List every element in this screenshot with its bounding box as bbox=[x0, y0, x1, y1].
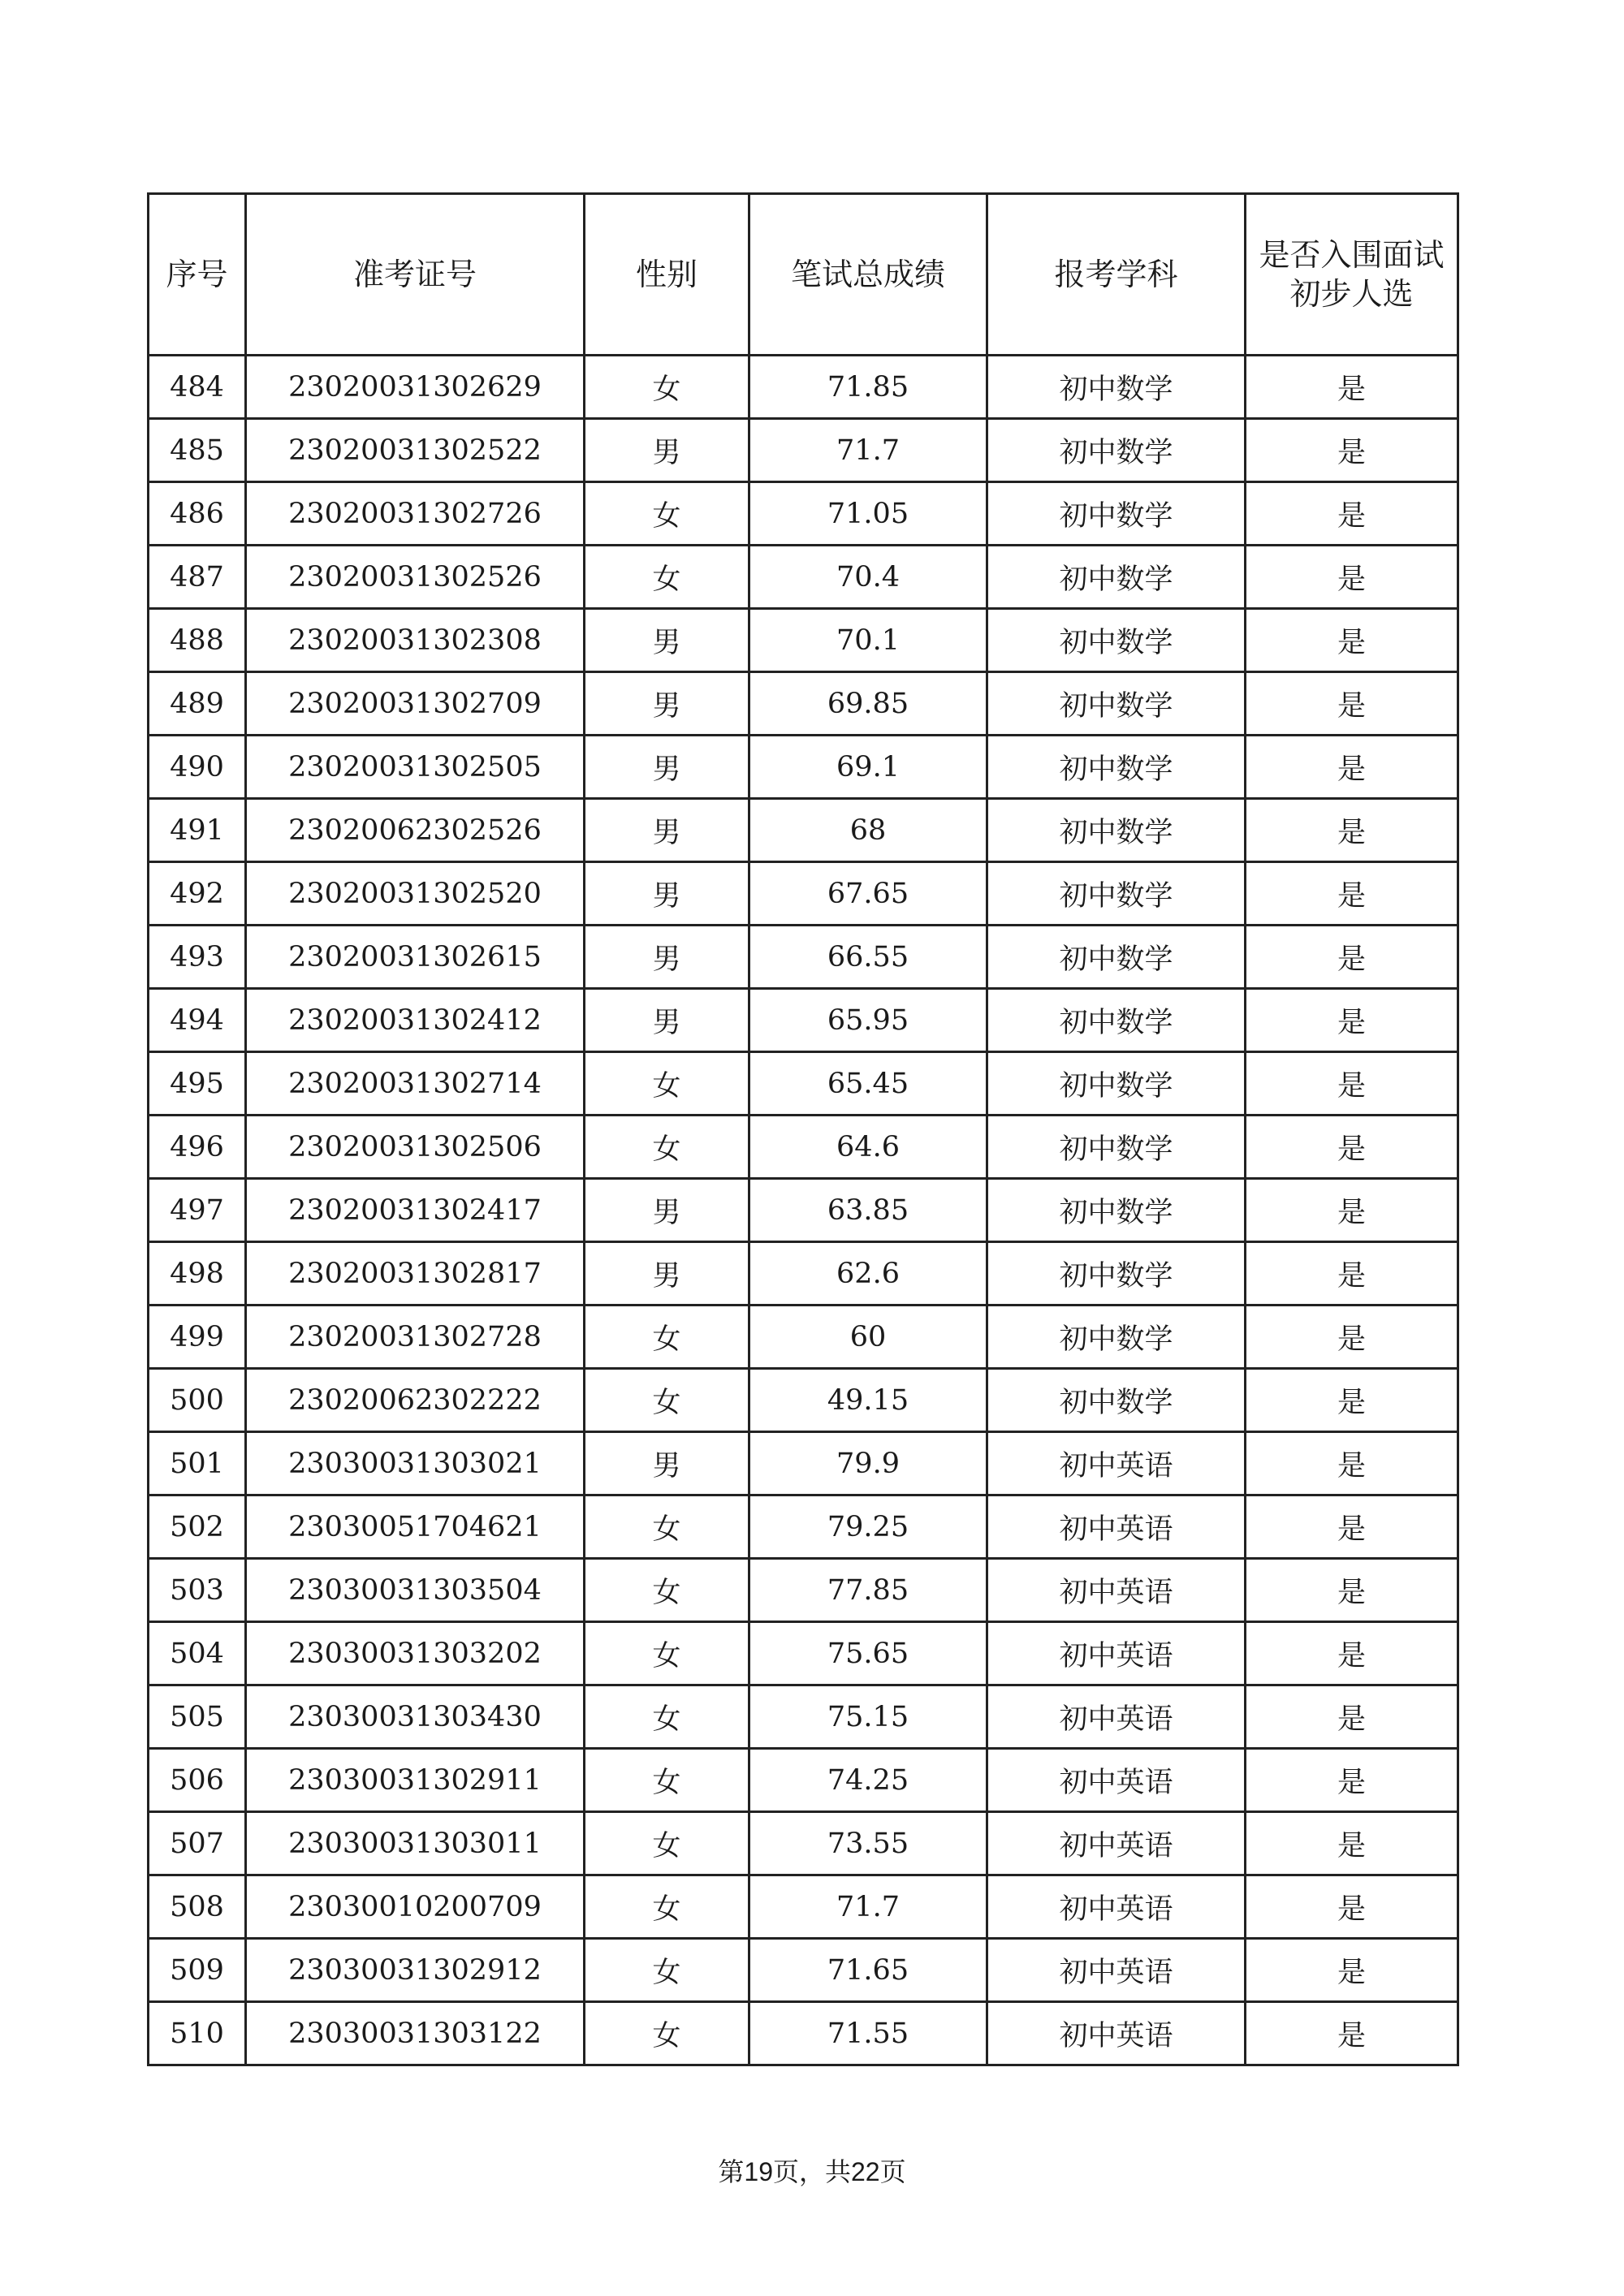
cell-shortlisted: 是 bbox=[1246, 609, 1458, 672]
cell-shortlisted: 是 bbox=[1246, 1622, 1458, 1685]
cell-exam-number: 23030031302912 bbox=[246, 1939, 585, 2002]
cell-gender: 男 bbox=[585, 862, 749, 926]
cell-shortlisted: 是 bbox=[1246, 356, 1458, 419]
cell-subject: 初中数学 bbox=[987, 926, 1246, 989]
cell-gender: 女 bbox=[585, 1306, 749, 1369]
cell-score: 66.55 bbox=[749, 926, 987, 989]
cell-score: 64.6 bbox=[749, 1116, 987, 1179]
cell-exam-number: 23020031302615 bbox=[246, 926, 585, 989]
cell-score: 75.65 bbox=[749, 1622, 987, 1685]
cell-seq: 498 bbox=[149, 1242, 246, 1306]
cell-subject: 初中英语 bbox=[987, 1559, 1246, 1622]
cell-seq: 484 bbox=[149, 356, 246, 419]
cell-exam-number: 23030051704621 bbox=[246, 1495, 585, 1559]
cell-score: 71.7 bbox=[749, 419, 987, 482]
cell-subject: 初中数学 bbox=[987, 1306, 1246, 1369]
cell-subject: 初中英语 bbox=[987, 1432, 1246, 1495]
cell-seq: 500 bbox=[149, 1369, 246, 1432]
cell-score: 60 bbox=[749, 1306, 987, 1369]
cell-subject: 初中数学 bbox=[987, 1369, 1246, 1432]
cell-score: 69.1 bbox=[749, 736, 987, 799]
cell-seq: 489 bbox=[149, 672, 246, 736]
cell-shortlisted: 是 bbox=[1246, 1685, 1458, 1749]
cell-subject: 初中数学 bbox=[987, 1116, 1246, 1179]
cell-shortlisted: 是 bbox=[1246, 1432, 1458, 1495]
cell-subject: 初中数学 bbox=[987, 356, 1246, 419]
cell-seq: 492 bbox=[149, 862, 246, 926]
cell-subject: 初中英语 bbox=[987, 1749, 1246, 1812]
cell-exam-number: 23020031302629 bbox=[246, 356, 585, 419]
header-seq: 序号 bbox=[149, 194, 246, 356]
cell-seq: 497 bbox=[149, 1179, 246, 1242]
cell-shortlisted: 是 bbox=[1246, 862, 1458, 926]
cell-exam-number: 23020031302714 bbox=[246, 1052, 585, 1116]
cell-exam-number: 23030031303504 bbox=[246, 1559, 585, 1622]
cell-seq: 504 bbox=[149, 1622, 246, 1685]
cell-score: 70.1 bbox=[749, 609, 987, 672]
cell-seq: 508 bbox=[149, 1875, 246, 1939]
cell-score: 74.25 bbox=[749, 1749, 987, 1812]
cell-subject: 初中数学 bbox=[987, 1052, 1246, 1116]
cell-gender: 男 bbox=[585, 609, 749, 672]
footer-page-number: 19 bbox=[744, 2157, 773, 2186]
cell-exam-number: 23020031302417 bbox=[246, 1179, 585, 1242]
cell-exam-number: 23030031303011 bbox=[246, 1812, 585, 1875]
page-footer bbox=[0, 2151, 1624, 2189]
cell-score: 62.6 bbox=[749, 1242, 987, 1306]
cell-exam-number: 23020031302522 bbox=[246, 419, 585, 482]
cell-gender: 女 bbox=[585, 482, 749, 546]
cell-shortlisted: 是 bbox=[1246, 1749, 1458, 1812]
cell-shortlisted: 是 bbox=[1246, 1495, 1458, 1559]
cell-seq: 505 bbox=[149, 1685, 246, 1749]
cell-seq: 499 bbox=[149, 1306, 246, 1369]
cell-exam-number: 23020031302817 bbox=[246, 1242, 585, 1306]
cell-seq: 485 bbox=[149, 419, 246, 482]
cell-seq: 503 bbox=[149, 1559, 246, 1622]
table-row bbox=[149, 546, 1458, 609]
table-row bbox=[149, 1242, 1458, 1306]
cell-gender: 女 bbox=[585, 1559, 749, 1622]
cell-gender: 男 bbox=[585, 989, 749, 1052]
cell-shortlisted: 是 bbox=[1246, 1116, 1458, 1179]
cell-gender: 女 bbox=[585, 2002, 749, 2065]
cell-gender: 女 bbox=[585, 1116, 749, 1179]
cell-score: 77.85 bbox=[749, 1559, 987, 1622]
cell-exam-number: 23030031303122 bbox=[246, 2002, 585, 2065]
cell-score: 71.65 bbox=[749, 1939, 987, 2002]
cell-exam-number: 23020062302526 bbox=[246, 799, 585, 862]
cell-seq: 494 bbox=[149, 989, 246, 1052]
cell-subject: 初中数学 bbox=[987, 672, 1246, 736]
table-row bbox=[149, 419, 1458, 482]
footer-prefix: 第 bbox=[718, 2156, 745, 2187]
header-exam-number: 准考证号 bbox=[246, 194, 585, 356]
cell-seq: 487 bbox=[149, 546, 246, 609]
table-row bbox=[149, 1369, 1458, 1432]
cell-subject: 初中数学 bbox=[987, 419, 1246, 482]
cell-gender: 女 bbox=[585, 356, 749, 419]
cell-subject: 初中数学 bbox=[987, 482, 1246, 546]
cell-subject: 初中英语 bbox=[987, 1495, 1246, 1559]
cell-exam-number: 23030031302911 bbox=[246, 1749, 585, 1812]
cell-score: 70.4 bbox=[749, 546, 987, 609]
cell-shortlisted: 是 bbox=[1246, 1812, 1458, 1875]
footer-middle: 页，共 bbox=[772, 2156, 851, 2187]
cell-subject: 初中数学 bbox=[987, 1242, 1246, 1306]
table-row bbox=[149, 1432, 1458, 1495]
table-row bbox=[149, 672, 1458, 736]
cell-score: 75.15 bbox=[749, 1685, 987, 1749]
table-row bbox=[149, 609, 1458, 672]
cell-seq: 493 bbox=[149, 926, 246, 989]
cell-seq: 488 bbox=[149, 609, 246, 672]
table-row bbox=[149, 356, 1458, 419]
cell-subject: 初中数学 bbox=[987, 1179, 1246, 1242]
cell-score: 71.05 bbox=[749, 482, 987, 546]
table-row bbox=[149, 1812, 1458, 1875]
cell-gender: 女 bbox=[585, 1622, 749, 1685]
cell-score: 65.45 bbox=[749, 1052, 987, 1116]
cell-subject: 初中数学 bbox=[987, 736, 1246, 799]
cell-exam-number: 23020031302709 bbox=[246, 672, 585, 736]
cell-seq: 507 bbox=[149, 1812, 246, 1875]
table-row bbox=[149, 2002, 1458, 2065]
footer-page-total: 22 bbox=[851, 2157, 880, 2186]
cell-subject: 初中英语 bbox=[987, 2002, 1246, 2065]
footer-suffix: 页 bbox=[879, 2156, 906, 2187]
cell-score: 73.55 bbox=[749, 1812, 987, 1875]
table-row bbox=[149, 1939, 1458, 2002]
cell-shortlisted: 是 bbox=[1246, 1242, 1458, 1306]
table-row bbox=[149, 1559, 1458, 1622]
cell-shortlisted: 是 bbox=[1246, 736, 1458, 799]
cell-subject: 初中英语 bbox=[987, 1622, 1246, 1685]
cell-shortlisted: 是 bbox=[1246, 2002, 1458, 2065]
cell-exam-number: 23020031302506 bbox=[246, 1116, 585, 1179]
cell-gender: 男 bbox=[585, 419, 749, 482]
cell-score: 71.55 bbox=[749, 2002, 987, 2065]
cell-exam-number: 23020031302728 bbox=[246, 1306, 585, 1369]
cell-exam-number: 23020031302505 bbox=[246, 736, 585, 799]
table-row bbox=[149, 799, 1458, 862]
cell-gender: 女 bbox=[585, 1812, 749, 1875]
cell-shortlisted: 是 bbox=[1246, 482, 1458, 546]
cell-score: 71.85 bbox=[749, 356, 987, 419]
cell-seq: 486 bbox=[149, 482, 246, 546]
table-row bbox=[149, 1179, 1458, 1242]
cell-subject: 初中英语 bbox=[987, 1812, 1246, 1875]
cell-seq: 510 bbox=[149, 2002, 246, 2065]
cell-subject: 初中数学 bbox=[987, 989, 1246, 1052]
cell-score: 79.9 bbox=[749, 1432, 987, 1495]
cell-score: 79.25 bbox=[749, 1495, 987, 1559]
cell-exam-number: 23020031302526 bbox=[246, 546, 585, 609]
cell-seq: 509 bbox=[149, 1939, 246, 2002]
cell-gender: 男 bbox=[585, 672, 749, 736]
cell-exam-number: 23020031302726 bbox=[246, 482, 585, 546]
cell-score: 63.85 bbox=[749, 1179, 987, 1242]
cell-shortlisted: 是 bbox=[1246, 1306, 1458, 1369]
cell-gender: 女 bbox=[585, 1875, 749, 1939]
cell-seq: 496 bbox=[149, 1116, 246, 1179]
table-row bbox=[149, 1052, 1458, 1116]
cell-gender: 女 bbox=[585, 1749, 749, 1812]
cell-shortlisted: 是 bbox=[1246, 926, 1458, 989]
cell-subject: 初中英语 bbox=[987, 1875, 1246, 1939]
cell-subject: 初中英语 bbox=[987, 1939, 1246, 2002]
cell-exam-number: 23020031302308 bbox=[246, 609, 585, 672]
cell-score: 49.15 bbox=[749, 1369, 987, 1432]
table-row bbox=[149, 1306, 1458, 1369]
cell-gender: 女 bbox=[585, 1685, 749, 1749]
cell-seq: 490 bbox=[149, 736, 246, 799]
cell-score: 68 bbox=[749, 799, 987, 862]
header-subject: 报考学科 bbox=[987, 194, 1246, 356]
cell-gender: 男 bbox=[585, 736, 749, 799]
table-row bbox=[149, 926, 1458, 989]
cell-seq: 506 bbox=[149, 1749, 246, 1812]
cell-gender: 女 bbox=[585, 1939, 749, 2002]
cell-exam-number: 23020031302412 bbox=[246, 989, 585, 1052]
cell-gender: 男 bbox=[585, 926, 749, 989]
table-row bbox=[149, 736, 1458, 799]
cell-shortlisted: 是 bbox=[1246, 1369, 1458, 1432]
table-row bbox=[149, 1116, 1458, 1179]
cell-seq: 495 bbox=[149, 1052, 246, 1116]
header-score: 笔试总成绩 bbox=[749, 194, 987, 356]
header-shortlisted-label: 是否入围面试初步人选 bbox=[1259, 237, 1445, 312]
cell-gender: 女 bbox=[585, 1495, 749, 1559]
cell-shortlisted: 是 bbox=[1246, 1179, 1458, 1242]
cell-subject: 初中数学 bbox=[987, 609, 1246, 672]
header-row bbox=[149, 194, 1458, 356]
cell-shortlisted: 是 bbox=[1246, 419, 1458, 482]
cell-seq: 491 bbox=[149, 799, 246, 862]
table-row bbox=[149, 989, 1458, 1052]
cell-seq: 501 bbox=[149, 1432, 246, 1495]
cell-subject: 初中英语 bbox=[987, 1685, 1246, 1749]
cell-gender: 男 bbox=[585, 799, 749, 862]
cell-shortlisted: 是 bbox=[1246, 1875, 1458, 1939]
table-row bbox=[149, 482, 1458, 546]
cell-shortlisted: 是 bbox=[1246, 799, 1458, 862]
table-row bbox=[149, 1749, 1458, 1812]
cell-score: 69.85 bbox=[749, 672, 987, 736]
cell-gender: 女 bbox=[585, 546, 749, 609]
cell-exam-number: 23030031303021 bbox=[246, 1432, 585, 1495]
cell-exam-number: 23030031303202 bbox=[246, 1622, 585, 1685]
cell-seq: 502 bbox=[149, 1495, 246, 1559]
cell-gender: 男 bbox=[585, 1242, 749, 1306]
cell-gender: 女 bbox=[585, 1052, 749, 1116]
cell-gender: 男 bbox=[585, 1179, 749, 1242]
cell-shortlisted: 是 bbox=[1246, 1052, 1458, 1116]
cell-shortlisted: 是 bbox=[1246, 1939, 1458, 2002]
cell-exam-number: 23020031302520 bbox=[246, 862, 585, 926]
table-row bbox=[149, 1495, 1458, 1559]
table-row bbox=[149, 1875, 1458, 1939]
cell-subject: 初中数学 bbox=[987, 862, 1246, 926]
cell-score: 67.65 bbox=[749, 862, 987, 926]
header-gender: 性别 bbox=[585, 194, 749, 356]
cell-shortlisted: 是 bbox=[1246, 546, 1458, 609]
header-shortlisted bbox=[1246, 194, 1458, 356]
cell-exam-number: 23020062302222 bbox=[246, 1369, 585, 1432]
cell-shortlisted: 是 bbox=[1246, 989, 1458, 1052]
cell-gender: 男 bbox=[585, 1432, 749, 1495]
cell-shortlisted: 是 bbox=[1246, 672, 1458, 736]
cell-subject: 初中数学 bbox=[987, 546, 1246, 609]
cell-exam-number: 23030031303430 bbox=[246, 1685, 585, 1749]
cell-gender: 女 bbox=[585, 1369, 749, 1432]
table-row bbox=[149, 1622, 1458, 1685]
table-row bbox=[149, 862, 1458, 926]
cell-exam-number: 23030010200709 bbox=[246, 1875, 585, 1939]
table-row bbox=[149, 1685, 1458, 1749]
cell-subject: 初中数学 bbox=[987, 799, 1246, 862]
results-table bbox=[147, 192, 1459, 2066]
cell-score: 71.7 bbox=[749, 1875, 987, 1939]
cell-score: 65.95 bbox=[749, 989, 987, 1052]
cell-shortlisted: 是 bbox=[1246, 1559, 1458, 1622]
